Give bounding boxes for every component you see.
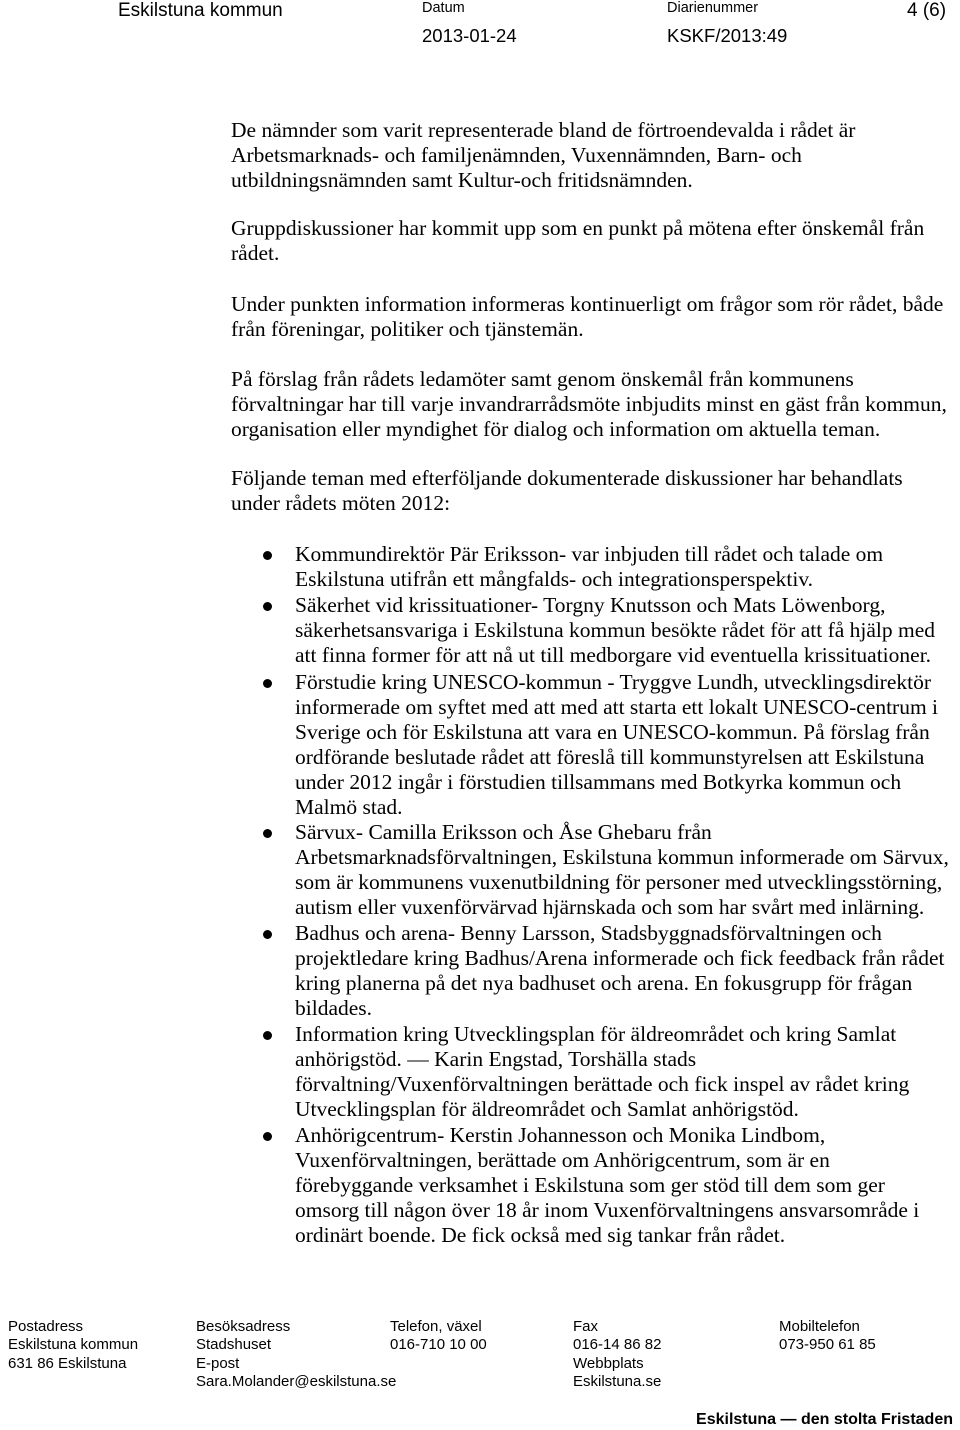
phone-label: Telefon, växel	[390, 1318, 482, 1335]
reference-number-label: Diarienummer	[667, 0, 759, 16]
text-line: Sverige och för Eskilstuna att vara en UNESCO-kommun. På förslag från	[295, 720, 930, 744]
text-line: ordinärt boende. De fick också med sig tankar från rådet.	[295, 1223, 786, 1247]
bullet-icon	[263, 829, 272, 838]
text-line: kring planerna på det nya badhuset och arena. En fokusgrupp för frågan	[295, 971, 913, 995]
text-line: som är kommunens vuxenutbildning för personer med utvecklingsstörning,	[295, 870, 943, 894]
reference-number-value: KSKF/2013:49	[667, 25, 788, 46]
website-label: Webbplats	[573, 1355, 644, 1372]
postal-address-line: 631 86 Eskilstuna	[8, 1355, 127, 1372]
list-item	[295, 593, 935, 668]
website-link[interactable]: Eskilstuna.se	[573, 1373, 662, 1390]
text-line: Arbetsmarknadsförvaltningen, Eskilstuna kommun informerade om Särvux,	[295, 845, 949, 869]
text-line: under rådets möten 2012:	[231, 491, 451, 515]
bullet-icon	[263, 679, 272, 688]
page-number: 4 (6)	[907, 0, 947, 21]
text-line: Kommundirektör Pär Eriksson- var inbjuden till rådet och talade om	[295, 542, 884, 566]
paragraph	[231, 292, 943, 342]
text-line: förebyggande verksamhet i Eskilstuna som ger stöd till dem som ger	[295, 1173, 885, 1197]
text-line: Arbetsmarknads- och familjenämnden, Vuxennämnden, Barn- och	[231, 143, 802, 167]
text-line: Eskilstuna utifrån ett mångfalds- och integrationsperspektiv.	[295, 567, 814, 591]
text-line: Anhörigcentrum- Kerstin Johannesson och Monika Lindbom,	[295, 1123, 826, 1147]
footer-slogan: Eskilstuna — den stolta Fristaden	[696, 1411, 953, 1428]
email-address[interactable]: Sara.Molander@eskilstuna.se	[196, 1373, 397, 1390]
paragraph	[231, 367, 947, 442]
text-line: Särvux- Camilla Eriksson och Åse Ghebaru från	[295, 820, 712, 844]
text-line: Följande teman med efterföljande dokumenterade diskussioner har behandlats	[231, 466, 903, 490]
text-line: anhörigstöd. — Karin Engstad, Torshälla stads	[295, 1047, 697, 1071]
text-line: säkerhetsansvariga i Eskilstuna kommun besökte rådet för att få hjälp med	[295, 618, 936, 642]
list-item	[295, 542, 883, 592]
text-line: förvaltning/Vuxenförvaltningen berättade och fick inspel av rådet kring	[295, 1072, 910, 1096]
visiting-address-label: Besöksadress	[196, 1318, 291, 1335]
text-line: organisation eller myndighet för dialog och information om aktuella teman.	[231, 417, 881, 441]
mobile-phone-label: Mobiltelefon	[779, 1318, 860, 1335]
postal-address-line: Eskilstuna kommun	[8, 1336, 139, 1353]
text-line: rådet.	[231, 241, 280, 265]
list-item	[295, 820, 949, 920]
text-line: Förstudie kring UNESCO-kommun - Tryggve Lundh, utvecklingsdirektör	[295, 670, 932, 694]
text-line: Vuxenförvaltningen, berättade om Anhörigcentrum, som är en	[295, 1148, 830, 1172]
text-line: Gruppdiskussioner har kommit upp som en punkt på mötena efter önskemål från	[231, 216, 925, 240]
fax-number: 016-14 86 82	[573, 1336, 662, 1353]
bullet-icon	[263, 602, 272, 611]
text-line: ordförande beslutade rådet att föreslå till kommunstyrelsen att Eskilstuna	[295, 745, 925, 769]
paragraph	[231, 118, 855, 193]
postal-address-label: Postadress	[8, 1318, 84, 1335]
list-item	[295, 1022, 909, 1122]
text-line: bildades.	[295, 996, 373, 1020]
text-line: Utvecklingsplan för äldreområdet och Samlat anhörigstöd.	[295, 1097, 799, 1121]
text-line: Information kring Utvecklingsplan för äldreområdet och kring Samlat	[295, 1022, 897, 1046]
paragraph	[231, 216, 924, 266]
email-label: E-post	[196, 1355, 240, 1372]
bullet-icon	[263, 1031, 272, 1040]
text-line: På förslag från rådets ledamöter samt genom önskemål från kommunens	[231, 367, 854, 391]
text-line: förvaltningar har till varje invandrarrådsmöte inbjudits minst en gäst från kommun,	[231, 392, 947, 416]
list-item	[295, 670, 938, 820]
text-line: utbildningsnämnden samt Kultur-och fritidsnämnden.	[231, 168, 693, 192]
list-item	[295, 1123, 919, 1248]
phone-number: 016-710 10 00	[390, 1336, 487, 1353]
text-line: Badhus och arena- Benny Larsson, Stadsbyggnadsförvaltningen och	[295, 921, 882, 945]
text-line: Säkerhet vid krissituationer- Torgny Knutsson och Mats Löwenborg,	[295, 593, 886, 617]
list-item	[295, 921, 944, 1021]
text-line: under 2012 ingår i förstudien tillsammans med Botkyrka kommun och	[295, 770, 902, 794]
text-line: Under punkten information informeras kontinuerligt om frågor som rör rådet, både	[231, 292, 944, 316]
bullet-icon	[263, 1132, 272, 1141]
text-line: Malmö stad.	[295, 795, 403, 819]
organization-name: Eskilstuna kommun	[118, 0, 283, 21]
paragraph	[231, 466, 903, 516]
date-label: Datum	[422, 0, 465, 16]
text-line: omsorg till någon över 18 år inom Vuxenförvaltningens ansvarsområde i	[295, 1198, 920, 1222]
bullet-icon	[263, 930, 272, 939]
mobile-phone-number: 073-950 61 85	[779, 1336, 876, 1353]
visiting-address-value: Stadshuset	[196, 1336, 272, 1353]
text-line: från föreningar, politiker och tjänstemän.	[231, 317, 584, 341]
text-line: De nämnder som varit representerade bland de förtroendevalda i rådet är	[231, 118, 856, 142]
bullet-icon	[263, 551, 272, 560]
text-line: autism eller vuxenförvärvad hjärnskada och som har svårt med inlärning.	[295, 895, 925, 919]
fax-label: Fax	[573, 1318, 599, 1335]
text-line: informerade om syftet med att med att starta ett lokalt UNESCO-centrum i	[295, 695, 939, 719]
text-line: att finna former för att nå ut till medborgare vid eventuella krissituationer.	[295, 643, 932, 667]
date-value: 2013-01-24	[422, 25, 517, 46]
text-line: projektledare kring Badhus/Arena informerade och fick feedback från rådet	[295, 946, 945, 970]
